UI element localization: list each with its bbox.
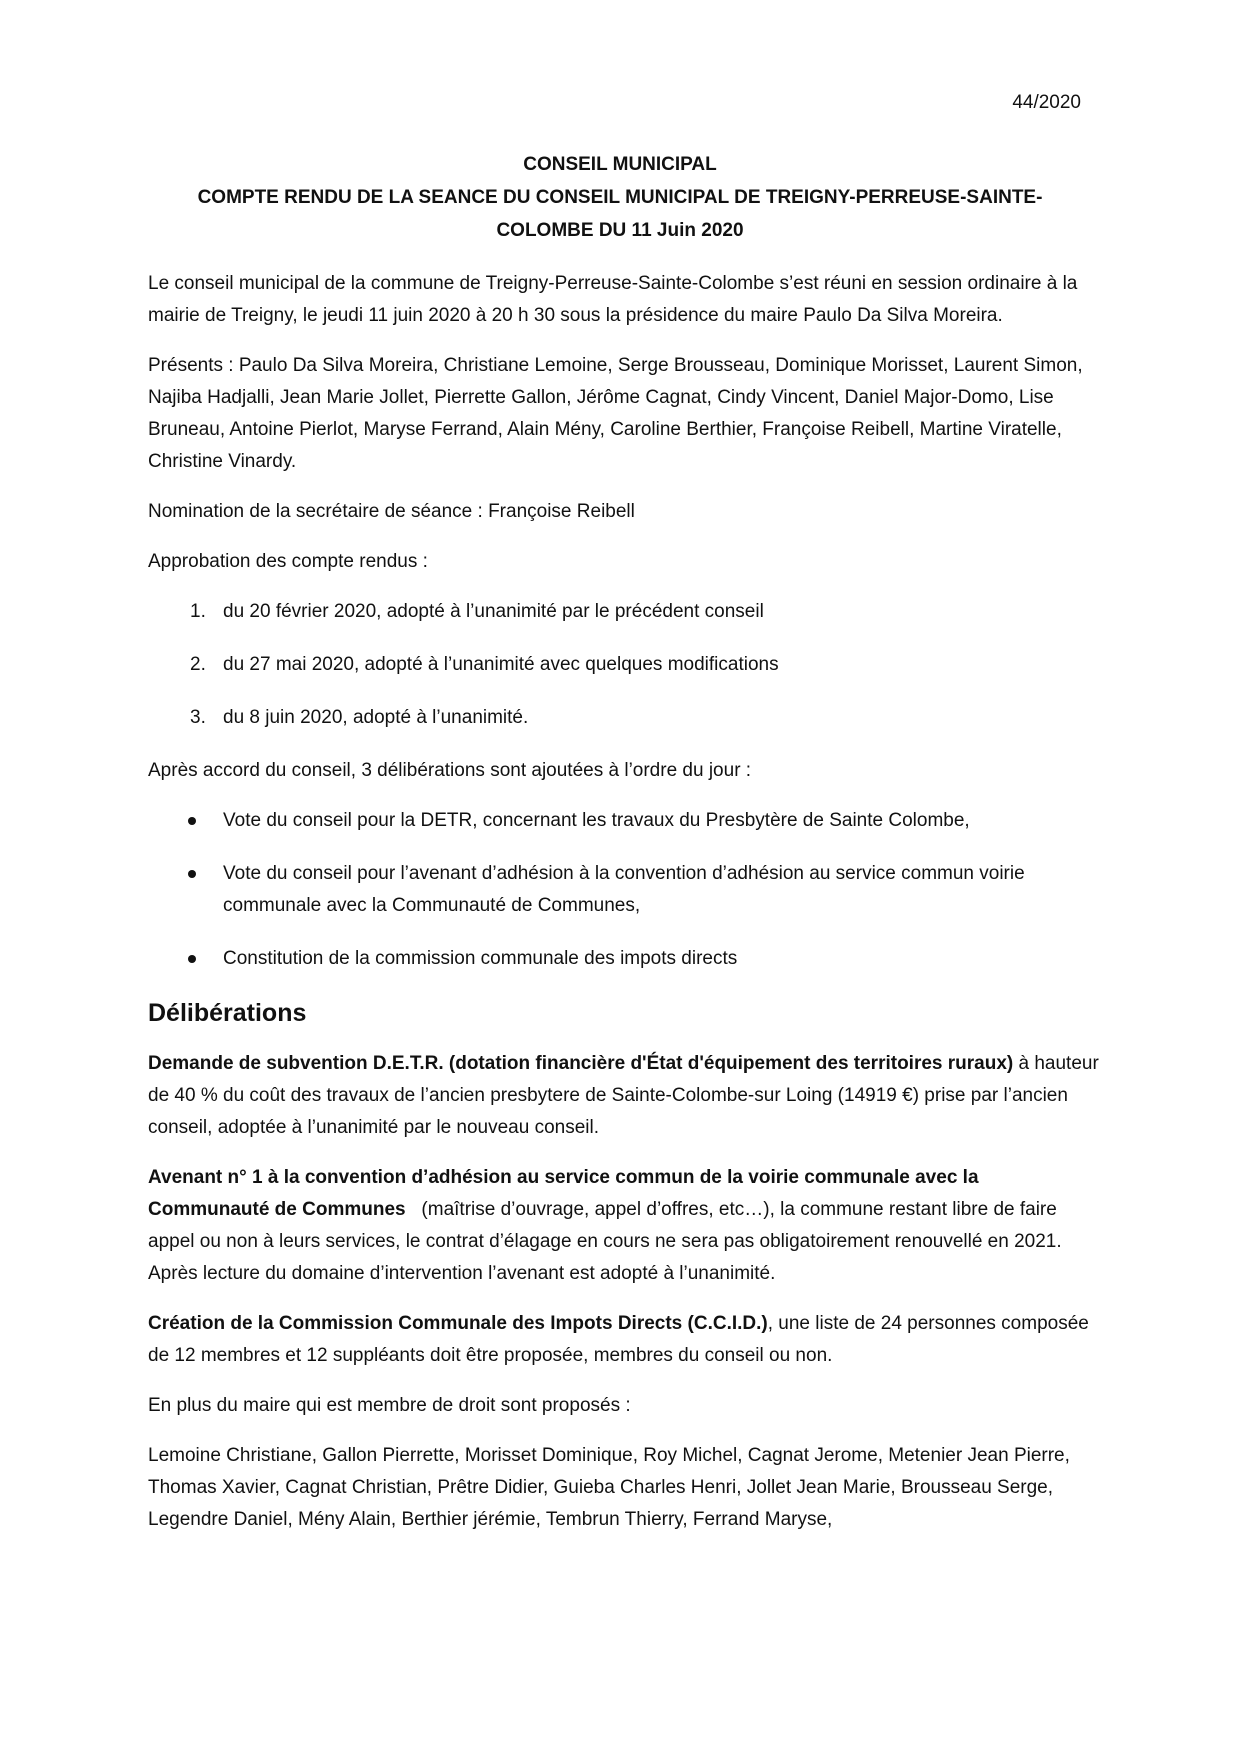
approval-text: du 8 juin 2020, adopté à l’unanimité. (223, 707, 529, 728)
approval-number: 2. (190, 654, 206, 675)
intro-paragraph: Le conseil municipal de la commune de Treigny-Perreuse-Sainte-Colombe s’est réuni en session ordinaire à la mairie de Treigny, le jeudi 11 juin 2020 à 20 h 30 sous la présidence du maire Paulo Da Silva Moreira. (148, 273, 1078, 326)
proposed-names: Lemoine Christiane, Gallon Pierrette, Morisset Dominique, Roy Michel, Cagnat Jerome, Metenier Jean Pierre, Thomas Xavier, Cagnat Christian, Prêtre Didier, Guieba Charles Henri, Jollet Jean Marie, Brousseau Serge, Legendre Daniel, Mény Alain, Berthier jérémie, Tembrun Thierry, Ferrand Maryse, (148, 1445, 1070, 1530)
deliberation-title: Demande de subvention D.E.T.R. (dotation financière d'État d'équipement des territoires ruraux) (148, 1053, 1014, 1074)
secretary-paragraph: Nomination de la secrétaire de séance : Françoise Reibell (148, 501, 635, 522)
bullet-icon (188, 870, 196, 878)
deliberation-paragraph (148, 1308, 1100, 1372)
agenda-item-text: Vote du conseil pour l’avenant d’adhésion à la convention d’adhésion au service commun voirie communale avec la Communauté de Communes, (223, 863, 1025, 916)
proposed-intro: En plus du maire qui est membre de droit sont proposés : (148, 1395, 631, 1416)
agenda-item (148, 943, 1100, 975)
document-body (148, 268, 1100, 1554)
approval-number: 1. (190, 601, 206, 622)
deliberation-title: Avenant n° 1 à la convention d’adhésion au service commun de la voirie communale avec la Communauté de Communes (148, 1167, 979, 1220)
document-number: 44/2020 (1012, 92, 1081, 113)
agenda-item (148, 858, 1100, 922)
approval-item (148, 596, 1100, 628)
approval-text: du 27 mai 2020, adopté à l’unanimité avec quelques modifications (223, 654, 779, 675)
document-title-block (148, 148, 1092, 247)
approval-number: 3. (190, 707, 206, 728)
approval-item (148, 702, 1100, 734)
approval-heading: Approbation des compte rendus : (148, 551, 428, 572)
agenda-item (148, 805, 1100, 837)
deliberation-paragraph (148, 1162, 1100, 1290)
agenda-list (148, 805, 1100, 975)
deliberation-text: , une liste de 24 personnes composée de 12 membres et 12 suppléants doit être proposée, membres du conseil ou non. (148, 1313, 1089, 1366)
agenda-item-text: Vote du conseil pour la DETR, concernant les travaux du Presbytère de Sainte Colombe, (223, 810, 970, 831)
agenda-item-text: Constitution de la commission communale des impots directs (223, 948, 738, 969)
deliberation-text: à hauteur de 40 % du coût des travaux de l’ancien presbytere de Sainte-Colombe-sur Loing (14919 €) prise par l’ancien conseil, adoptée à l’unanimité par le nouveau conseil. (148, 1053, 1099, 1138)
presents-paragraph: Présents : Paulo Da Silva Moreira, Christiane Lemoine, Serge Brousseau, Dominique Morisset, Laurent Simon, Najiba Hadjalli, Jean Marie Jollet, Pierrette Gallon, Jérôme Cagnat, Cindy Vincent, Daniel Major-Domo, Lise Bruneau, Antoine Pierlot, Maryse Ferrand, Alain Mény, Caroline Berthier, Françoise Reibell, Martine Viratelle, Christine Vinardy. (148, 355, 1083, 472)
title-line-1: CONSEIL MUNICIPAL (523, 154, 717, 175)
section-heading-deliberations: Délibérations (148, 999, 307, 1027)
deliberation-title: Création de la Commission Communale des Impots Directs (C.C.I.D.) (148, 1313, 768, 1334)
title-line-2: COMPTE RENDU DE LA SEANCE DU CONSEIL MUNICIPAL DE TREIGNY-PERREUSE-SAINTE- (197, 187, 1043, 208)
approval-list (148, 596, 1100, 734)
approval-item (148, 649, 1100, 681)
deliberation-paragraph (148, 1048, 1100, 1144)
bullet-icon (188, 955, 196, 963)
deliberation-text: (maîtrise d’ouvrage, appel d’offres, etc…), la commune restant libre de faire appel ou non à leurs services, le contrat d’élagage en cours ne sera pas obligatoirement renouvellé en 2021. Après lecture du domaine d’intervention l’avenant est adopté à l’unanimité. (148, 1199, 1066, 1284)
approval-text: du 20 février 2020, adopté à l’unanimité par le précédent conseil (223, 601, 764, 622)
bullet-icon (188, 817, 196, 825)
title-line-3: COLOMBE DU 11 Juin 2020 (496, 220, 744, 241)
agenda-intro: Après accord du conseil, 3 délibérations sont ajoutées à l’ordre du jour : (148, 760, 752, 781)
